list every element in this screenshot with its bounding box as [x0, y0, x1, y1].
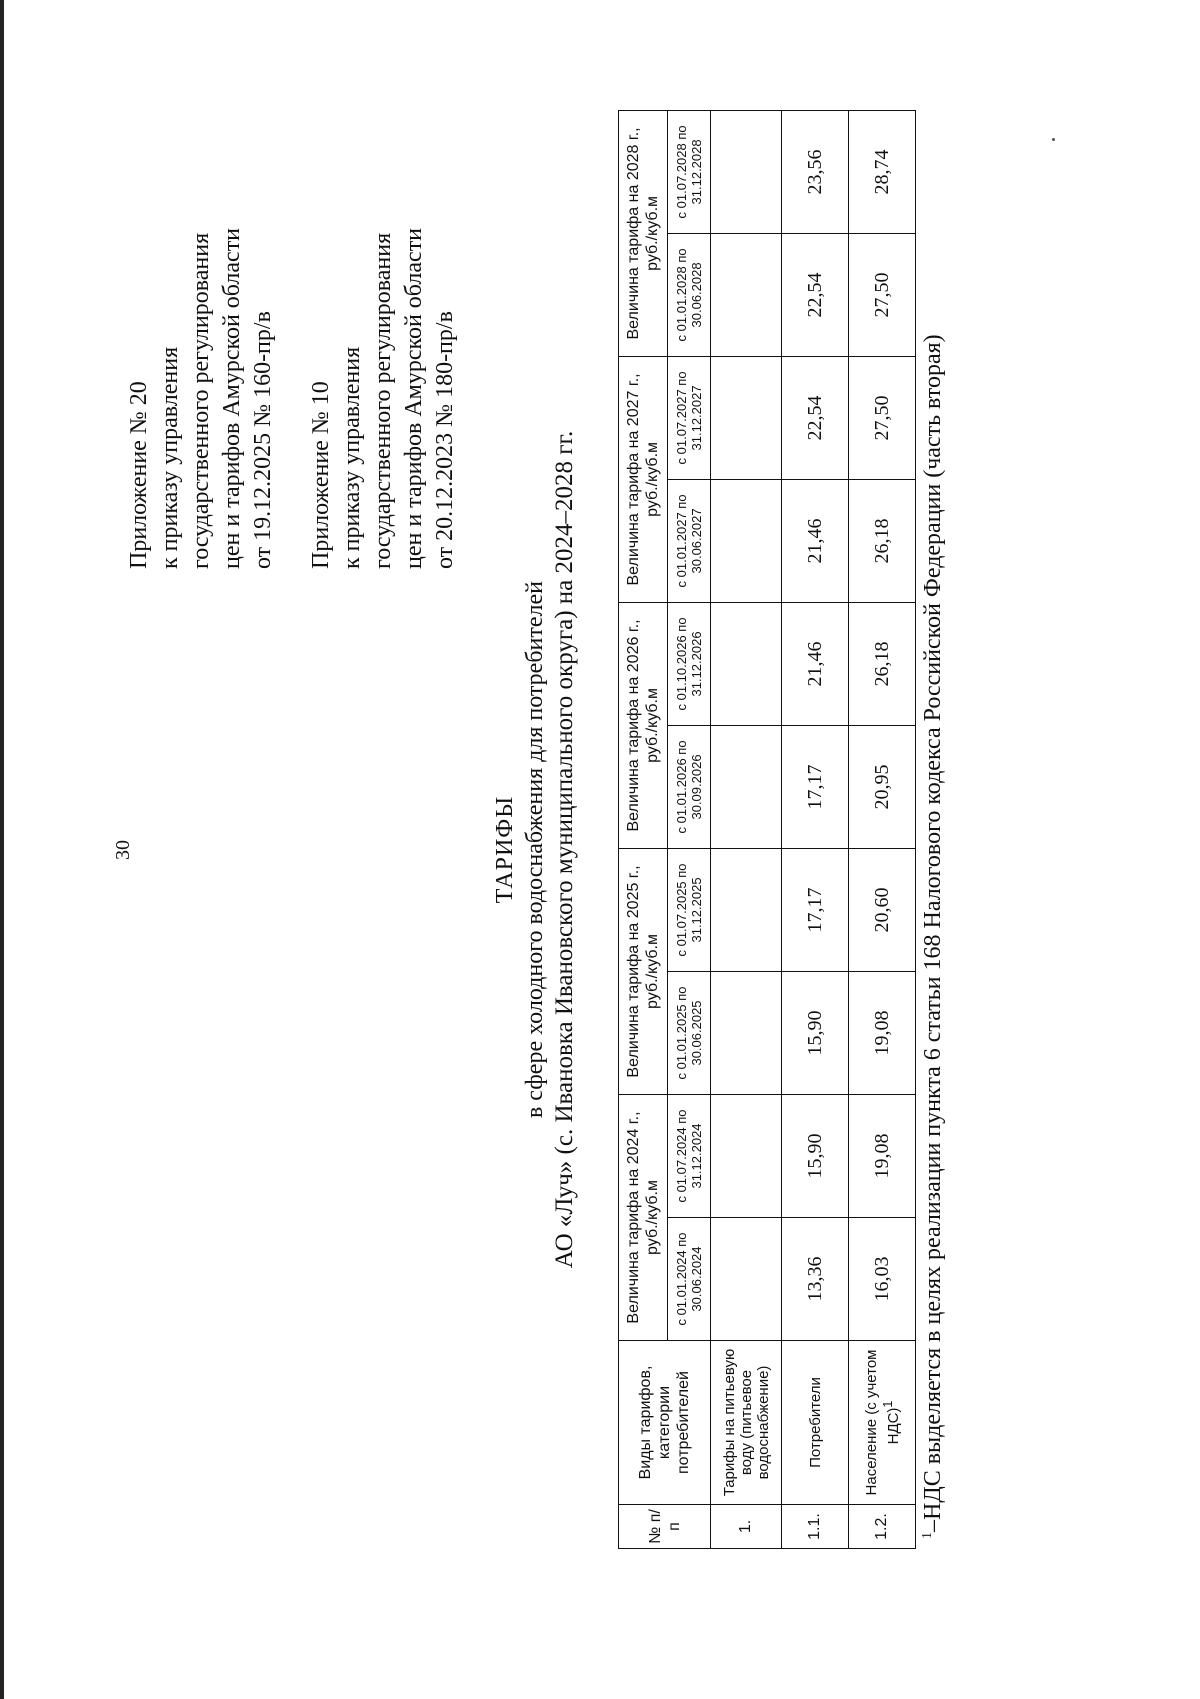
- table-cell: [711, 1218, 782, 1341]
- table-cell: 22,54: [782, 356, 849, 479]
- table-cell: 19,08: [849, 971, 916, 1094]
- annotation-line: Приложение № 10: [308, 381, 334, 569]
- footnote-mark: 1: [920, 1532, 935, 1539]
- annotation-appendix-20: [124, 228, 279, 569]
- row-name: Потребители: [782, 1341, 849, 1505]
- table-cell: [711, 848, 782, 971]
- table-cell: 15,90: [782, 971, 849, 1094]
- table-cell: 26,18: [849, 602, 916, 725]
- annotation-appendix-10: [306, 228, 461, 569]
- table-cell: 23,56: [782, 110, 849, 233]
- title-main: ТАРИФЫ: [492, 795, 518, 904]
- table-row: [782, 110, 849, 1548]
- footnote: [920, 334, 947, 1539]
- table-cell: 20,95: [849, 725, 916, 848]
- header-year-2027: Величина тарифа на 2027 г., руб./куб.м: [619, 356, 668, 602]
- table-cell: [711, 971, 782, 1094]
- header-period: с 01.01.2028 по 30.06.2028: [668, 233, 711, 356]
- header-period: с 01.01.2027 по 30.06.2027: [668, 479, 711, 602]
- table-cell: [711, 233, 782, 356]
- annotation-line: цен и тарифов Амурской области: [219, 227, 245, 569]
- table-cell: 16,03: [849, 1218, 916, 1341]
- row-number: 1.2.: [849, 1505, 916, 1549]
- header-period: с 01.07.2025 по 31.12.2025: [668, 848, 711, 971]
- table-cell: [711, 725, 782, 848]
- table-cell: 27,50: [849, 356, 916, 479]
- table-cell: [711, 479, 782, 602]
- footnote-text: –НДС выделяется в целях реализации пункта 6 статьи 168 Налогового кодекса Российской Федерации (часть вторая): [920, 334, 946, 1532]
- annotation-line: от 20.12.2023 № 180-пр/в: [432, 311, 458, 569]
- header-number: № п/п: [619, 1505, 711, 1549]
- row-number: 1.1.: [782, 1505, 849, 1549]
- header-year-2025: Величина тарифа на 2025 г., руб./куб.м: [619, 848, 668, 1094]
- table-cell: 21,46: [782, 479, 849, 602]
- table-cell: 15,90: [782, 1094, 849, 1217]
- footnote-ref: 1: [880, 1400, 895, 1408]
- table-cell: [711, 110, 782, 233]
- title-line-2: АО «Луч» (с. Ивановка Ивановского муниципального округа) на 2024–2028 гг.: [551, 430, 578, 1269]
- table-cell: 27,50: [849, 233, 916, 356]
- title-line-1: в сфере холодного водоснабжения для потребителей: [522, 580, 548, 1119]
- row-name: Тарифы на питьевую воду (питьевое водоснабжение): [711, 1341, 782, 1505]
- annotation-line: к приказу управления: [157, 346, 183, 569]
- table-row: [849, 110, 916, 1548]
- table-cell: 20,60: [849, 848, 916, 971]
- tariffs-table: [618, 110, 916, 1549]
- document-title: [490, 0, 580, 1699]
- annotation-line: Приложение № 20: [126, 381, 152, 569]
- header-period: с 01.07.2028 по 31.12.2028: [668, 110, 711, 233]
- table-row: [711, 110, 782, 1548]
- table-cell: 13,36: [782, 1218, 849, 1341]
- table-cell: 26,18: [849, 479, 916, 602]
- table-cell: 22,54: [782, 233, 849, 356]
- annotation-line: к приказу управления: [339, 346, 365, 569]
- row-name-text: Население (с учетом НДС): [862, 1349, 902, 1496]
- annotation-line: цен и тарифов Амурской области: [401, 227, 427, 569]
- header-period: с 01.07.2027 по 31.12.2027: [668, 356, 711, 479]
- header-tariff-type: Виды тарифов, категории потребителей: [619, 1341, 711, 1505]
- annotation-line: государственного регулирования: [370, 232, 396, 569]
- table-cell: 17,17: [782, 848, 849, 971]
- table-cell: [711, 1094, 782, 1217]
- table-cell: [711, 356, 782, 479]
- annotation-line: государственного регулирования: [188, 232, 214, 569]
- header-year-2024: Величина тарифа на 2024 г., руб./куб.м: [619, 1094, 668, 1340]
- page-number: 30: [112, 840, 134, 860]
- table-cell: 21,46: [782, 602, 849, 725]
- annotation-line: от 19.12.2025 № 160-пр/в: [250, 311, 276, 569]
- header-period: с 01.01.2025 по 30.06.2025: [668, 971, 711, 1094]
- header-period: с 01.01.2024 по 30.06.2024: [668, 1218, 711, 1341]
- header-period: с 01.10.2026 по 31.12.2026: [668, 602, 711, 725]
- row-name: [849, 1341, 916, 1505]
- header-year-2026: Величина тарифа на 2026 г., руб./куб.м: [619, 602, 668, 848]
- table-cell: 17,17: [782, 725, 849, 848]
- table-cell: 28,74: [849, 110, 916, 233]
- header-period: с 01.07.2024 по 31.12.2024: [668, 1094, 711, 1217]
- table-cell: [711, 602, 782, 725]
- table-cell: 19,08: [849, 1094, 916, 1217]
- header-period: с 01.01.2026 по 30.09.2026: [668, 725, 711, 848]
- row-number: 1.: [711, 1505, 782, 1549]
- header-year-2028: Величина тарифа на 2028 г., руб./куб.м: [619, 110, 668, 356]
